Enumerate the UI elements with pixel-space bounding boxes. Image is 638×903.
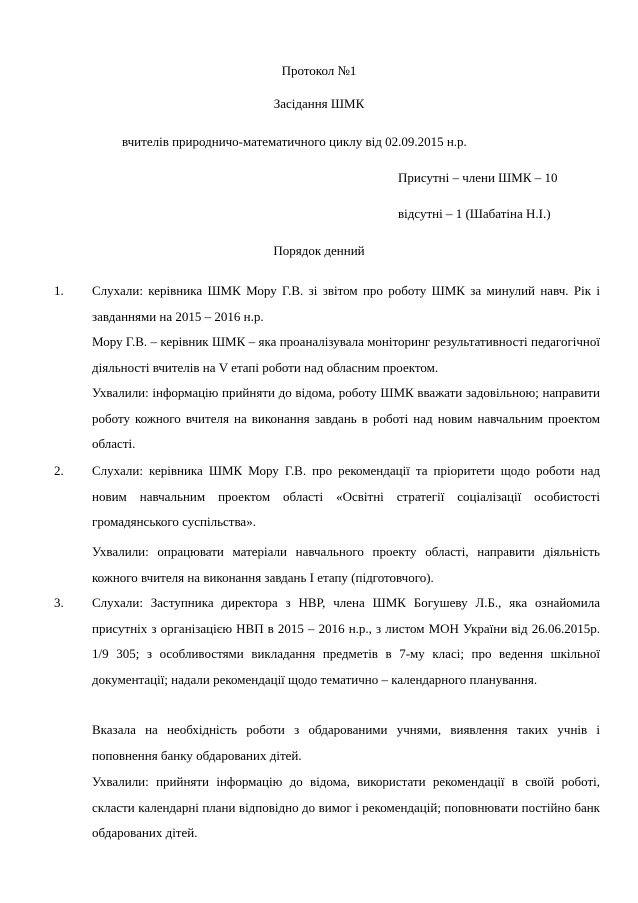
- agenda-heading: Порядок денний: [273, 243, 365, 258]
- teachers-line: вчителів природничо-математичного циклу від 02.09.2015 н.р.: [122, 134, 467, 149]
- protocol-title: Протокол №1: [281, 63, 357, 78]
- item-paragraph: Ухвалили: прийняти інформацію до відома, використати рекомендації в своїй роботі, скласти календарні плани відповідно до вимог і рекомендацій; поповнювати постійно банк обдарованих дітей.: [92, 774, 600, 840]
- item-paragraph: Слухали: керівника ШМК Мору Г.В. зі звітом про роботу ШМК за минулий навч. Рік і завданнями на 2015 – 2016 н.р.: [92, 283, 600, 324]
- item-paragraph: Слухали: Заступника директора з НВР, члена ШМК Богушеву Л.Б., яка ознайомила присутніх з організацією НВП в 2015 – 2016 н.р., з листом МОН України від 26.06.2015р. 1/9 305; з особливостями викладання предметів в 7-му класі; про ведення шкільної документації; надали рекомендації щодо тематично – календарного планування.: [92, 595, 600, 687]
- present-line: Присутні – члени ШМК – 10: [398, 170, 558, 185]
- item-paragraph: Мору Г.В. – керівник ШМК – яка проаналізувала моніторинг результативності педагогічної діяльності вчителів на V етапі роботи над обласним проектом.: [92, 334, 600, 375]
- item-number: 3.: [54, 595, 64, 610]
- item-paragraph: Ухвалили: інформацію прийняти до відома, роботу ШМК вважати задовільною; направити роботу кожного вчителя на виконання завдань в роботі над новим навчальним проектом області.: [92, 385, 600, 451]
- absent-line: відсутні – 1 (Шабатіна Н.І.): [398, 206, 551, 221]
- item-paragraph: Слухали: керівника ШМК Мору Г.В. про рекомендації та пріоритети щодо роботи над новим навчальним проектом області «Освітні стратегії соціалізації особистості громадянського суспільства».: [92, 463, 600, 529]
- item-number: 1.: [54, 283, 64, 298]
- meeting-title: Засідання ШМК: [273, 96, 365, 111]
- item-paragraph: Вказала на необхідність роботи з обдарованими учнями, виявлення таких учнів і поповнення банку обдарованих дітей.: [92, 722, 600, 763]
- item-paragraph: Ухвалили: опрацювати матеріали навчального проекту області, направити діяльність кожного вчителя на виконання завдань I етапу (підготовчого).: [92, 544, 600, 585]
- item-number: 2.: [54, 463, 64, 478]
